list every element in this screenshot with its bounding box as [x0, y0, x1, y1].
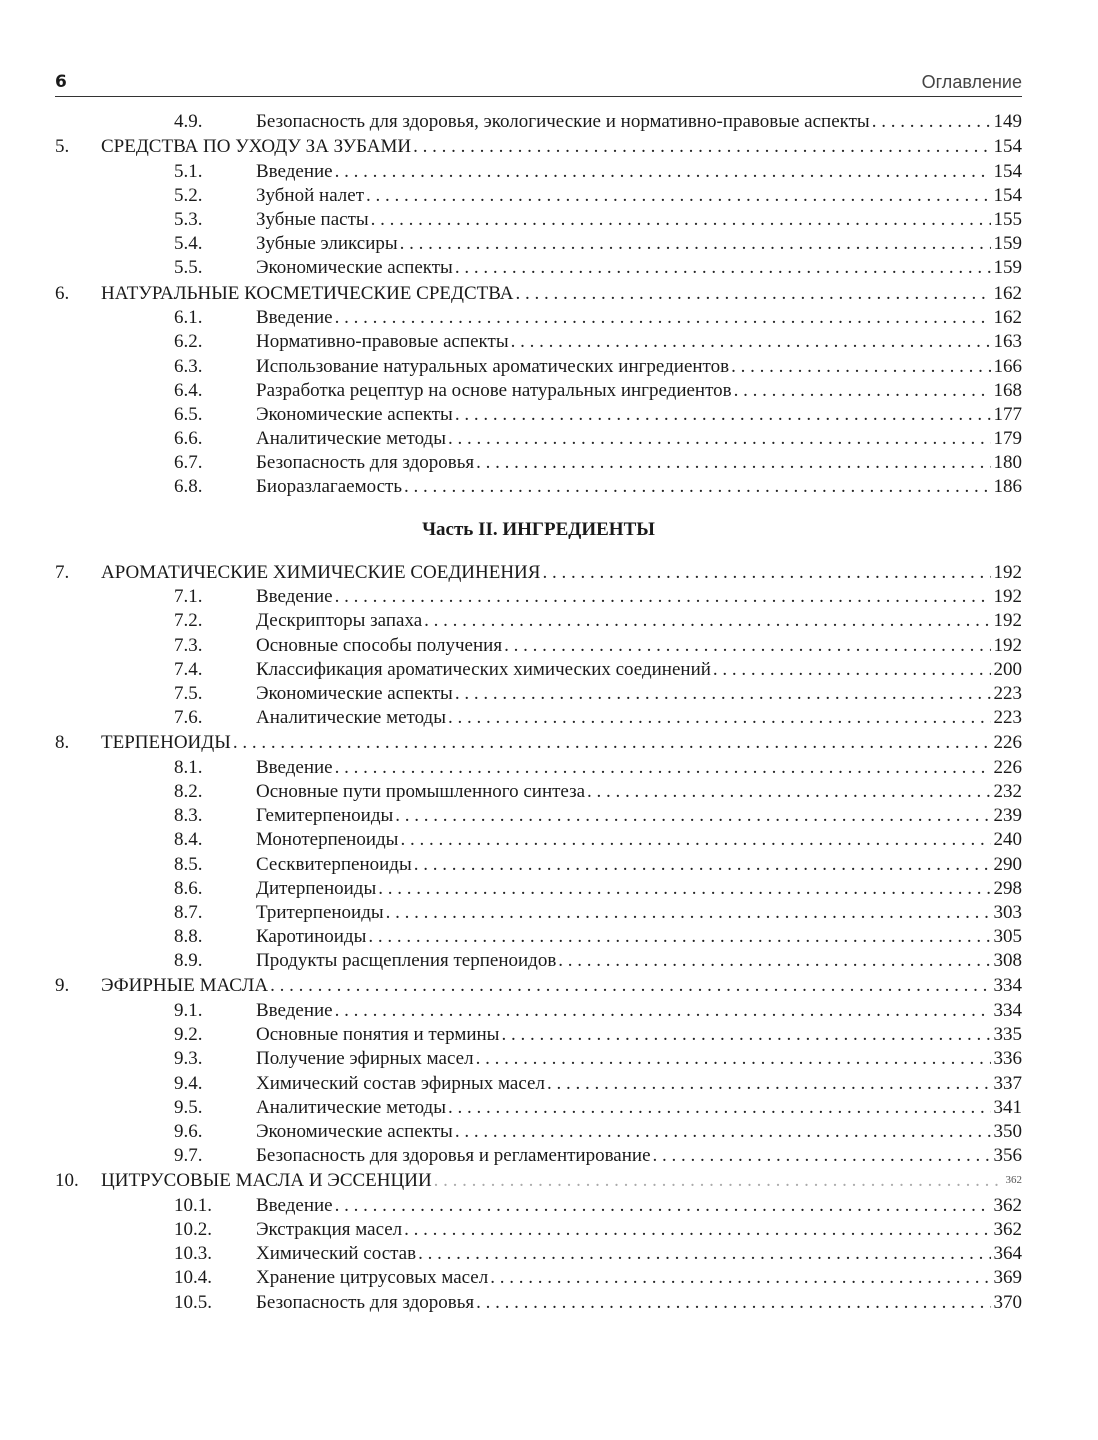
toc-section-row: [55, 256, 1022, 280]
toc-entry-number: 6.6.: [174, 428, 203, 450]
toc-entry-page: 341: [993, 1096, 1022, 1118]
toc-entry-number: 10.5.: [174, 1291, 212, 1313]
toc-section-row: [55, 877, 1022, 901]
dot-leader: [558, 949, 990, 973]
toc-chapter-row: [55, 134, 1022, 160]
toc-section-row: [55, 403, 1022, 427]
toc-entry-number: 10.4.: [174, 1267, 212, 1289]
toc-entry-number: 8.4.: [174, 829, 203, 851]
dot-leader: [386, 901, 991, 925]
toc-entry-title: ЭФИРНЫЕ МАСЛА: [101, 973, 270, 999]
toc-entry-page: 159: [993, 233, 1022, 255]
toc-entry-page: 226: [993, 756, 1022, 778]
toc-entry-line: [101, 134, 1022, 160]
dot-leader: [335, 160, 991, 184]
toc-entry-page: 168: [993, 379, 1022, 401]
toc-entry-line: [256, 1047, 1022, 1071]
toc-section-row: [55, 110, 1022, 134]
toc-section-row: [55, 1096, 1022, 1120]
dot-leader: [515, 281, 990, 307]
dot-leader: [872, 110, 991, 134]
toc-entry-page: 223: [993, 707, 1022, 729]
toc-entry-title: Экономические аспекты: [256, 682, 455, 706]
dot-leader: [542, 560, 990, 586]
toc-entry-number: 7.3.: [174, 634, 203, 656]
toc-entry-page: 226: [993, 732, 1022, 754]
dot-leader: [335, 999, 991, 1023]
toc-entry-line: [256, 306, 1022, 330]
toc-entry-page: 350: [993, 1120, 1022, 1142]
toc-entry-title: Основные пути промышленного синтеза: [256, 780, 587, 804]
toc-section-row: [55, 1218, 1022, 1242]
toc-entry-page: 192: [993, 586, 1022, 608]
toc-entry-title: Введение: [256, 999, 335, 1023]
toc-entry-number: 8.: [55, 732, 70, 754]
table-of-contents: [55, 110, 1022, 1315]
toc-entry-title: Классификация ароматических химических соединений: [256, 658, 713, 682]
dot-leader: [455, 403, 991, 427]
dot-leader: [511, 330, 991, 354]
dot-leader: [371, 208, 991, 232]
toc-entry-title: Каротиноиды: [256, 925, 368, 949]
toc-entry-line: [256, 658, 1022, 682]
toc-entry-line: [256, 110, 1022, 134]
toc-section-row: [55, 658, 1022, 682]
toc-entry-number: 8.2.: [174, 780, 203, 802]
toc-entry-number: 5.3.: [174, 209, 203, 231]
toc-entry-title: Введение: [256, 160, 335, 184]
toc-entry-title: Безопасность для здоровья: [256, 1291, 476, 1315]
toc-entry-page: 239: [993, 805, 1022, 827]
toc-entry-number: 6.4.: [174, 379, 203, 401]
toc-chapter-row: [55, 281, 1022, 307]
toc-entry-number: 7.2.: [174, 610, 203, 632]
toc-section-row: [55, 306, 1022, 330]
dot-leader: [476, 1291, 990, 1315]
dot-leader: [448, 1096, 991, 1120]
toc-entry-line: [256, 1023, 1022, 1047]
toc-entry-title: Безопасность для здоровья, экологические и нормативно-правовые аспекты: [256, 110, 872, 134]
toc-entry-line: [256, 609, 1022, 633]
toc-section-row: [55, 853, 1022, 877]
toc-entry-line: [256, 949, 1022, 973]
toc-entry-line: [256, 160, 1022, 184]
toc-section-row: [55, 1072, 1022, 1096]
dot-leader: [400, 828, 990, 852]
toc-entry-number: 8.9.: [174, 950, 203, 972]
toc-entry-page: 180: [993, 452, 1022, 474]
toc-entry-title: Дитерпеноиды: [256, 877, 378, 901]
toc-entry-line: [256, 634, 1022, 658]
toc-entry-page: 335: [993, 1024, 1022, 1046]
toc-entry-title: Введение: [256, 585, 335, 609]
toc-section-row: [55, 475, 1022, 499]
toc-entry-title: Основные способы получения: [256, 634, 504, 658]
toc-entry-line: [256, 475, 1022, 499]
toc-entry-title: Сесквитерпеноиды: [256, 853, 414, 877]
toc-entry-title: Введение: [256, 756, 335, 780]
dot-leader: [418, 1242, 990, 1266]
toc-entry-number: 6.: [55, 282, 70, 304]
toc-entry-title: ТЕРПЕНОИДЫ: [101, 730, 233, 756]
dot-leader: [414, 853, 991, 877]
toc-entry-title: Введение: [256, 306, 335, 330]
toc-entry-page: 308: [993, 950, 1022, 972]
toc-chapter-row: [55, 1168, 1022, 1194]
toc-entry-title: Экономические аспекты: [256, 1120, 455, 1144]
toc-entry-line: [256, 706, 1022, 730]
toc-entry-line: [256, 1120, 1022, 1144]
toc-section-row: [55, 585, 1022, 609]
toc-entry-number: 9.7.: [174, 1145, 203, 1167]
toc-entry-page: 305: [993, 926, 1022, 948]
toc-entry-line: [256, 1194, 1022, 1218]
toc-entry-line: [256, 256, 1022, 280]
dot-leader: [395, 804, 990, 828]
toc-entry-line: [256, 780, 1022, 804]
toc-section-row: [55, 208, 1022, 232]
toc-entry-title: Зубные эликсиры: [256, 232, 400, 256]
toc-entry-number: 7.4.: [174, 658, 203, 680]
toc-entry-title: Монотерпеноиды: [256, 828, 400, 852]
toc-entry-number: 6.2.: [174, 331, 203, 353]
toc-chapter-row: [55, 730, 1022, 756]
toc-entry-title: Аналитические методы: [256, 706, 448, 730]
toc-entry-line: [256, 1096, 1022, 1120]
toc-section-row: [55, 160, 1022, 184]
toc-section-row: [55, 1266, 1022, 1290]
page-header: [55, 72, 1022, 97]
toc-entry-page: 154: [993, 160, 1022, 182]
toc-entry-page: 154: [993, 136, 1022, 158]
toc-entry-page: 179: [993, 428, 1022, 450]
toc-entry-number: 10.: [55, 1170, 79, 1192]
toc-section-row: [55, 1194, 1022, 1218]
toc-entry-title: Экономические аспекты: [256, 403, 455, 427]
toc-entry-page: 192: [993, 634, 1022, 656]
toc-section-row: [55, 1144, 1022, 1168]
toc-entry-line: [256, 355, 1022, 379]
toc-entry-page: 334: [993, 999, 1022, 1021]
toc-entry-line: [256, 1266, 1022, 1290]
dot-leader: [547, 1072, 991, 1096]
toc-section-row: [55, 1120, 1022, 1144]
dot-leader: [587, 780, 990, 804]
toc-section-row: [55, 1291, 1022, 1315]
toc-entry-number: 8.8.: [174, 926, 203, 948]
toc-section-row: [55, 1242, 1022, 1266]
toc-entry-line: [256, 1072, 1022, 1096]
toc-entry-line: [256, 208, 1022, 232]
dot-leader: [734, 379, 991, 403]
toc-section-row: [55, 609, 1022, 633]
toc-entry-page: 362: [1005, 1174, 1022, 1187]
toc-section-row: [55, 804, 1022, 828]
toc-entry-page: 240: [993, 829, 1022, 851]
toc-entry-title: Безопасность для здоровья и регламентирование: [256, 1144, 653, 1168]
toc-section-row: [55, 232, 1022, 256]
part-heading: Часть II. ИНГРЕДИЕНТЫ: [422, 518, 655, 540]
toc-entry-line: [256, 379, 1022, 403]
toc-entry-line: [256, 232, 1022, 256]
toc-entry-title: НАТУРАЛЬНЫЕ КОСМЕТИЧЕСКИЕ СРЕДСТВА: [101, 281, 515, 307]
dot-leader: [490, 1266, 990, 1290]
toc-section-row: [55, 828, 1022, 852]
dot-leader: [455, 1120, 991, 1144]
dot-leader: [455, 682, 991, 706]
dot-leader: [378, 877, 990, 901]
toc-entry-line: [256, 1218, 1022, 1242]
toc-section-row: [55, 925, 1022, 949]
dot-leader: [233, 730, 991, 756]
dot-leader: [476, 1047, 991, 1071]
dot-leader: [455, 256, 991, 280]
dot-leader: [335, 306, 991, 330]
toc-entry-page: 200: [993, 658, 1022, 680]
toc-entry-line: [256, 925, 1022, 949]
toc-entry-number: 9.3.: [174, 1048, 203, 1070]
toc-entry-title: Химический состав эфирных масел: [256, 1072, 547, 1096]
toc-entry-title: Экономические аспекты: [256, 256, 455, 280]
toc-entry-number: 7.6.: [174, 707, 203, 729]
toc-entry-number: 10.3.: [174, 1243, 212, 1265]
toc-entry-line: [256, 585, 1022, 609]
toc-entry-line: [101, 560, 1022, 586]
toc-entry-line: [256, 403, 1022, 427]
toc-entry-number: 5.1.: [174, 160, 203, 182]
toc-entry-line: [256, 1291, 1022, 1315]
dot-leader: [335, 756, 991, 780]
toc-entry-number: 10.2.: [174, 1218, 212, 1240]
toc-entry-number: 8.7.: [174, 901, 203, 923]
toc-chapter-row: [55, 560, 1022, 586]
toc-section-row: [55, 184, 1022, 208]
toc-entry-page: 163: [993, 331, 1022, 353]
toc-section-row: [55, 427, 1022, 451]
toc-entry-page: 162: [993, 307, 1022, 329]
toc-entry-page: 337: [993, 1072, 1022, 1094]
dot-leader: [413, 134, 990, 160]
toc-entry-number: 8.6.: [174, 877, 203, 899]
toc-entry-number: 5.2.: [174, 184, 203, 206]
toc-entry-number: 6.1.: [174, 307, 203, 329]
toc-entry-title: Гемитерпеноиды: [256, 804, 395, 828]
toc-entry-number: 5.: [55, 136, 70, 158]
running-title: Оглавление: [921, 72, 1022, 92]
toc-entry-number: 6.8.: [174, 476, 203, 498]
toc-entry-title: Аналитические методы: [256, 427, 448, 451]
toc-entry-page: 232: [993, 780, 1022, 802]
toc-entry-line: [256, 756, 1022, 780]
toc-entry-page: 303: [993, 901, 1022, 923]
toc-entry-number: 5.5.: [174, 257, 203, 279]
toc-section-row: [55, 330, 1022, 354]
toc-entry-title: Аналитические методы: [256, 1096, 448, 1120]
toc-entry-title: ЦИТРУСОВЫЕ МАСЛА И ЭССЕНЦИИ: [101, 1168, 434, 1194]
page-number: 6: [55, 72, 67, 92]
toc-entry-page: 356: [993, 1145, 1022, 1167]
dot-leader: [270, 973, 990, 999]
toc-entry-page: 369: [993, 1267, 1022, 1289]
toc-entry-line: [101, 973, 1022, 999]
toc-entry-page: 290: [993, 853, 1022, 875]
toc-entry-title: Экстракция масел: [256, 1218, 404, 1242]
toc-entry-page: 334: [993, 975, 1022, 997]
toc-entry-page: 159: [993, 257, 1022, 279]
dot-leader: [448, 706, 991, 730]
dot-leader: [424, 609, 990, 633]
toc-entry-title: Получение эфирных масел: [256, 1047, 476, 1071]
toc-entry-line: [256, 877, 1022, 901]
toc-entry-number: 8.1.: [174, 756, 203, 778]
toc-entry-line: [256, 804, 1022, 828]
toc-section-row: [55, 756, 1022, 780]
toc-block-part2: [55, 560, 1022, 1315]
toc-entry-number: 9.2.: [174, 1024, 203, 1046]
dot-leader: [501, 1023, 990, 1047]
dot-leader: [368, 925, 990, 949]
toc-entry-title: Зубные пасты: [256, 208, 371, 232]
toc-entry-title: Химический состав: [256, 1242, 418, 1266]
dot-leader: [448, 427, 991, 451]
toc-entry-page: 362: [993, 1194, 1022, 1216]
dot-leader: [434, 1168, 1003, 1194]
toc-section-row: [55, 901, 1022, 925]
toc-entry-number: 7.1.: [174, 586, 203, 608]
toc-entry-number: 6.7.: [174, 452, 203, 474]
dot-leader: [653, 1144, 991, 1168]
toc-entry-line: [256, 1144, 1022, 1168]
toc-chapter-row: [55, 973, 1022, 999]
toc-entry-line: [256, 184, 1022, 208]
toc-section-row: [55, 379, 1022, 403]
toc-entry-title: Зубной налет: [256, 184, 366, 208]
toc-section-row: [55, 355, 1022, 379]
dot-leader: [476, 451, 990, 475]
toc-entry-page: 186: [993, 476, 1022, 498]
toc-entry-number: 10.1.: [174, 1194, 212, 1216]
toc-entry-title: Разработка рецептур на основе натуральных ингредиентов: [256, 379, 734, 403]
toc-section-row: [55, 999, 1022, 1023]
toc-entry-number: 9.1.: [174, 999, 203, 1021]
toc-entry-page: 192: [993, 561, 1022, 583]
toc-entry-number: 8.5.: [174, 853, 203, 875]
toc-entry-line: [256, 853, 1022, 877]
toc-entry-line: [101, 730, 1022, 756]
toc-entry-line: [256, 1242, 1022, 1266]
toc-entry-page: 362: [993, 1218, 1022, 1240]
toc-entry-title: Безопасность для здоровья: [256, 451, 476, 475]
toc-entry-number: 9.5.: [174, 1096, 203, 1118]
toc-entry-title: Дескрипторы запаха: [256, 609, 424, 633]
toc-entry-number: 6.3.: [174, 355, 203, 377]
toc-entry-line: [256, 427, 1022, 451]
toc-entry-page: 177: [993, 403, 1022, 425]
toc-entry-page: 155: [993, 209, 1022, 231]
toc-entry-number: 9.: [55, 975, 70, 997]
toc-entry-title: Введение: [256, 1194, 335, 1218]
toc-entry-line: [256, 901, 1022, 925]
toc-entry-line: [256, 451, 1022, 475]
dot-leader: [335, 1194, 991, 1218]
toc-entry-page: 298: [993, 877, 1022, 899]
toc-section-row: [55, 1047, 1022, 1071]
toc-entry-line: [256, 682, 1022, 706]
toc-entry-page: 364: [993, 1243, 1022, 1265]
dot-leader: [404, 475, 991, 499]
toc-entry-line: [101, 1168, 1022, 1194]
toc-entry-page: 166: [993, 355, 1022, 377]
toc-section-row: [55, 706, 1022, 730]
toc-entry-page: 154: [993, 184, 1022, 206]
dot-leader: [713, 658, 991, 682]
toc-entry-page: 192: [993, 610, 1022, 632]
dot-leader: [731, 355, 990, 379]
toc-entry-title: Использование натуральных ароматических ингредиентов: [256, 355, 731, 379]
toc-entry-title: Биоразлагаемость: [256, 475, 404, 499]
toc-section-row: [55, 780, 1022, 804]
toc-section-row: [55, 451, 1022, 475]
toc-section-row: [55, 1023, 1022, 1047]
toc-section-row: [55, 634, 1022, 658]
toc-entry-page: 336: [993, 1048, 1022, 1070]
toc-block-part1: [55, 110, 1022, 500]
toc-entry-page: 149: [993, 111, 1022, 132]
toc-entry-number: 4.9.: [174, 111, 203, 132]
toc-entry-number: 7.: [55, 561, 70, 583]
toc-section-row: [55, 949, 1022, 973]
toc-entry-number: 7.5.: [174, 682, 203, 704]
dot-leader: [400, 232, 991, 256]
toc-entry-title: Тритерпеноиды: [256, 901, 386, 925]
toc-entry-number: 9.6.: [174, 1120, 203, 1142]
toc-entry-number: 9.4.: [174, 1072, 203, 1094]
toc-entry-number: 5.4.: [174, 233, 203, 255]
toc-entry-title: АРОМАТИЧЕСКИЕ ХИМИЧЕСКИЕ СОЕДИНЕНИЯ: [101, 560, 542, 586]
toc-entry-line: [256, 828, 1022, 852]
toc-entry-title: СРЕДСТВА ПО УХОДУ ЗА ЗУБАМИ: [101, 134, 413, 160]
toc-entry-line: [256, 330, 1022, 354]
dot-leader: [335, 585, 991, 609]
toc-entry-number: 6.5.: [174, 403, 203, 425]
toc-entry-line: [101, 281, 1022, 307]
toc-entry-title: Нормативно-правовые аспекты: [256, 330, 511, 354]
toc-entry-number: 8.3.: [174, 805, 203, 827]
toc-entry-page: 162: [993, 282, 1022, 304]
dot-leader: [366, 184, 990, 208]
toc-entry-page: 370: [993, 1291, 1022, 1313]
toc-entry-title: Хранение цитрусовых масел: [256, 1266, 490, 1290]
toc-entry-title: Основные понятия и термины: [256, 1023, 501, 1047]
toc-entry-line: [256, 999, 1022, 1023]
dot-leader: [404, 1218, 990, 1242]
toc-entry-page: 223: [993, 682, 1022, 704]
toc-entry-title: Продукты расщепления терпеноидов: [256, 949, 558, 973]
dot-leader: [504, 634, 990, 658]
toc-section-row: [55, 682, 1022, 706]
